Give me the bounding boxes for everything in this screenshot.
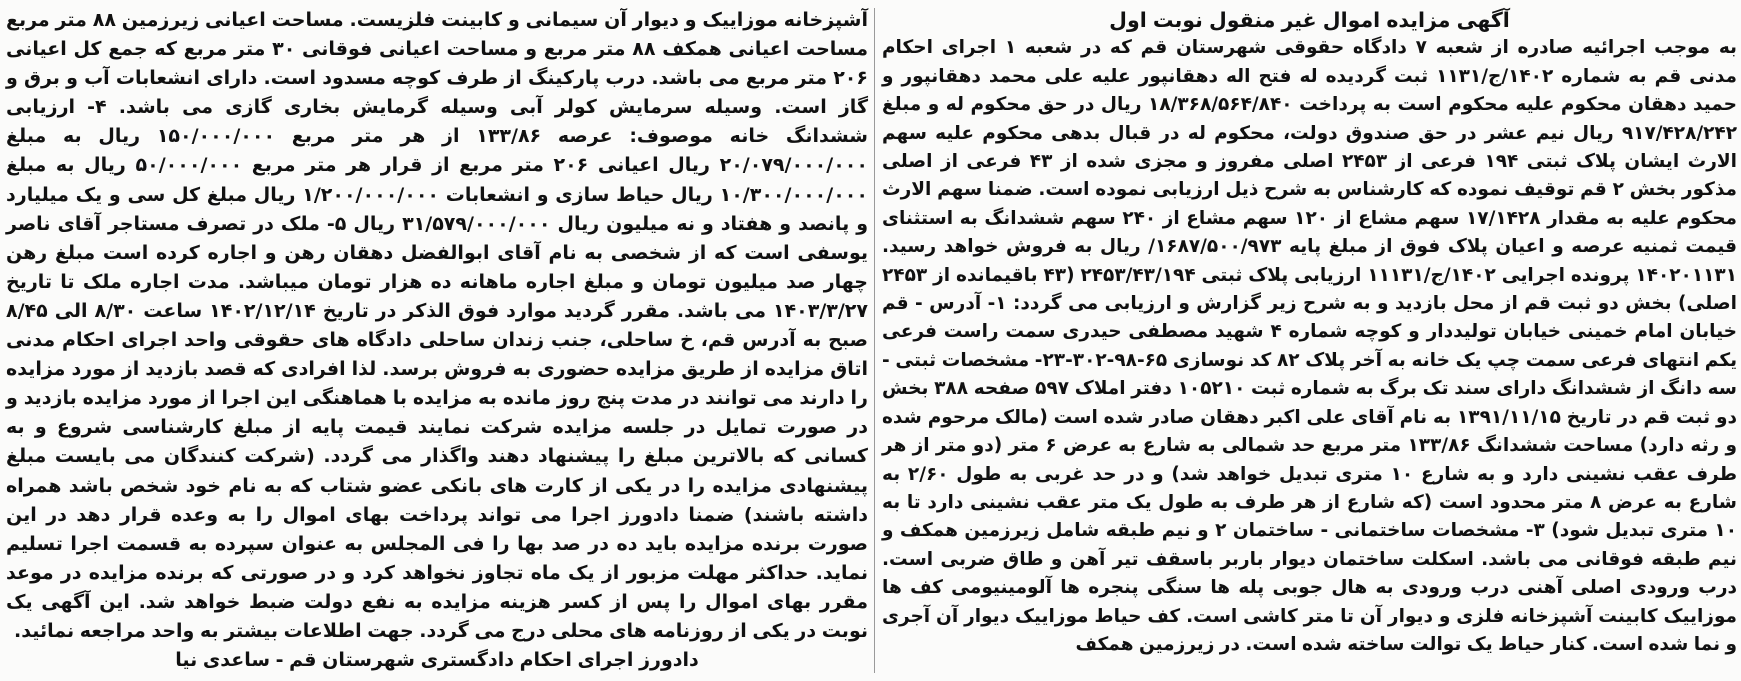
notice-left-column xyxy=(6,6,868,675)
notice-body-left: آشپزخانه موزاییک و دیوار آن سیمانی و کابینت فلزیست. مساحت اعیانی زیرزمین ۸۸ متر مربع مساحت اعیانی همکف ۸۸ متر مربع و مساحت اعیانی فوقانی ۳۰ متر مربع که جمع کل اعیانی ۲۰۶ متر مربع می باشد. درب پارکینگ از طرف کوچه مسدود است. دارای انشعابات آب و برق و گاز است. وسیله سرمایش کولر آبی وسیله گرمایش بخاری گازی می باشد. ۴- ارزیابی ششدانگ خانه موصوف: عرصه ۱۳۳/۸۶ از هر متر مربع ۱۵۰/۰۰۰/۰۰۰ ریال به مبلغ ۲۰/۰۷۹/۰۰۰/۰۰۰ ریال اعیانی ۲۰۶ متر مربع از قرار هر متر مربع ۵۰/۰۰۰/۰۰۰ ریال به مبلغ ۱۰/۳۰۰/۰۰۰/۰۰۰ ریال حیاط سازی و انشعابات ۱/۲۰۰/۰۰۰/۰۰۰ ریال مبلغ کل سی و یک میلیارد و پانصد و هفتاد و نه میلیون ریال ۳۱/۵۷۹/۰۰۰/۰۰۰ ریال ۵- ملک در تصرف مستاجر آقای ناصر یوسفی است که از شخصی به نام آقای ابوالفضل دهقان رهن و اجاره کرده است مبلغ رهن چهار صد میلیون تومان و مبلغ اجاره ماهانه ده هزار تومان میباشد. مدت اجاره ملک تا تاریخ ۱۴۰۳/۳/۲۷ می باشد. مقرر گردید موارد فوق الذکر در تاریخ ۱۴۰۲/۱۲/۱۴ ساعت ۸/۳۰ الی ۸/۴۵ صبح به آدرس قم، خ ساحلی، جنب زندان ساحلی دادگاه های حقوقی واحد اجرای احکام مدنی اتاق مزایده از طریق مزایده حضوری به فروش برسد. لذا افرادی که قصد بازدید از مورد مزایده را دارند می توانند در مدت پنج روز مانده به مزایده با هماهنگی این اجرا از مورد مزایده بازدید و در صورت تمایل در جلسه مزایده شرکت نمایند قیمت پایه از مبلغ کارشناسی شروع و به کسانی که بالاترین مبلغ را پیشنهاد دهند واگذار می گردد. (شرکت کنندگان می بایست مبلغ پیشنهادی مزایده را در یکی از کارت های بانکی عضو شتاب که به نام خود شخص باشد همراه داشته باشند) ضمنا دادورز اجرا می تواند پرداخت بهای اموال را به وعده قرار دهد در این صورت برنده مزایده باید ده در صد بها را فی المجلس به عنوان سپرده به قسمت اجرا تسلیم نماید. حداکثر مهلت مزبور از یک ماه تجاوز نخواهد کرد و در صورتی که برنده مزایده در موعد مقرر بهای اموال را پس از کسر هزینه مزایده به نفع دولت ضبط خواهد شد. این آگهی یک نوبت در یکی از روزنامه های محلی درج می گردد. جهت اطلاعات بیشتر به واحد مراجعه نمائید. xyxy=(6,9,869,642)
notice-title: آگهی مزایده اموال غیر منقول نوبت اول xyxy=(1109,8,1510,32)
notice-body-right: به موجب اجرائیه صادره از شعبه ۷ دادگاه حقوقی شهرستان قم که در شعبه ۱ اجرای احکام مدنی قم به شماره ۱۴۰۲/ج/۱۱۳۱ ثبت گردیده له فتح اله دهقانپور علیه علی محمد دهقانپور و حمید دهقان محکوم علیه محکوم است به پرداخت ۱۸/۳۶۸/۵۶۴/۸۴۰ ریال در حق محکوم له و مبلغ ۹۱۷/۴۲۸/۲۴۲ ریال نیم عشر در حق صندوق دولت، محکوم له در قبال بدهی محکوم علیه سهم الارث ایشان پلاک ثبتی ۱۹۴ فرعی از ۲۴۵۳ اصلی مفروز و مجزی شده از ۴۳ فرعی از اصلی مذکور بخش ۲ قم توقیف نموده که کارشناس به شرح ذیل ارزیابی نموده است. ضمنا سهم الارث محکوم علیه به مقدار ۱۷/۱۴۲۸ سهم مشاع از ۱۲۰ سهم مشاع از ۲۴۰ سهم ششدانگ به استثنای قیمت ثمنیه عرصه و اعیان پلاک فوق از مبلغ پایه ۱۶۸۷/۵۰۰/۹۷۳/ ریال به فروش خواهد رسید. ۱۴۰۲۰۱۱۳۱ پرونده اجرایی ۱۴۰۲/ج/۱۱۱۳۱ ارزیابی پلاک ثبتی ۲۴۵۳/۴۳/۱۹۴ (۴۳ باقیمانده از ۲۴۵۳ اصلی) بخش دو ثبت قم از محل بازدید و به شرح زیر گزارش و ارزیابی می گردد: ۱- آدرس - قم خیابان امام خمینی خیابان تولیددار و کوچه شماره ۴ شهید مصطفی حیدری سمت راست فرعی یکم انتهای فرعی سمت چپ یک خانه به آخر پلاک ۸۲ کد نوسازی ۶۵-۹۸-۳۰۲-۲۳- مشخصات ثبتی - سه دانگ از ششدانگ دارای سند تک برگ به شماره ثبت ۱۰۵۲۱۰ دفتر املاک ۵۹۷ صفحه ۳۸۸ بخش دو ثبت قم در تاریخ ۱۳۹۱/۱۱/۱۵ به نام آقای علی اکبر دهقان صادر شده است (مالک مرحوم شده و رثه دارد) مساحت ششدانگ ۱۳۳/۸۶ متر مربع حد شمالی به شارع به عرض ۶ متر (دو متر از هر طرف عقب نشینی دارد و به شارع ۱۰ متری تبدیل خواهد شد) و در حد غربی به طول ۲/۶۰ به شارع به عرض ۸ متر محدود است (که شارع از هر طرف به طول یک متر عقب نشینی دارد تا به ۱۰ متری تبدیل شود) ۳- مشخصات ساختمانی - ساختمان ۲ و نیم طبقه شامل زیرزمین همکف و نیم طبقه فوقانی می باشد. اسکلت ساختمان دیوار باربر باسقف تیر آهن و طاق ضربی است. درب ورودی اصلی آهنی درب ورودی به هال جوبی پله ها سنگی پنجره ها آلومینیومی کف ها موزاییک کابینت آشپزخانه فلزی و دیوار آن تا متر کاشی است. کف حیاط موزاییک دیوار آن آجری و نما شده است. کنار حیاط یک توالت ساخته شده است. در زیرزمین همکف xyxy=(882,37,1738,655)
column-divider xyxy=(874,8,875,673)
notice-signature: دادورز اجرای احکام دادگستری شهرستان قم - ساعدی نیا xyxy=(175,649,699,672)
notice-right-column xyxy=(882,6,1737,659)
